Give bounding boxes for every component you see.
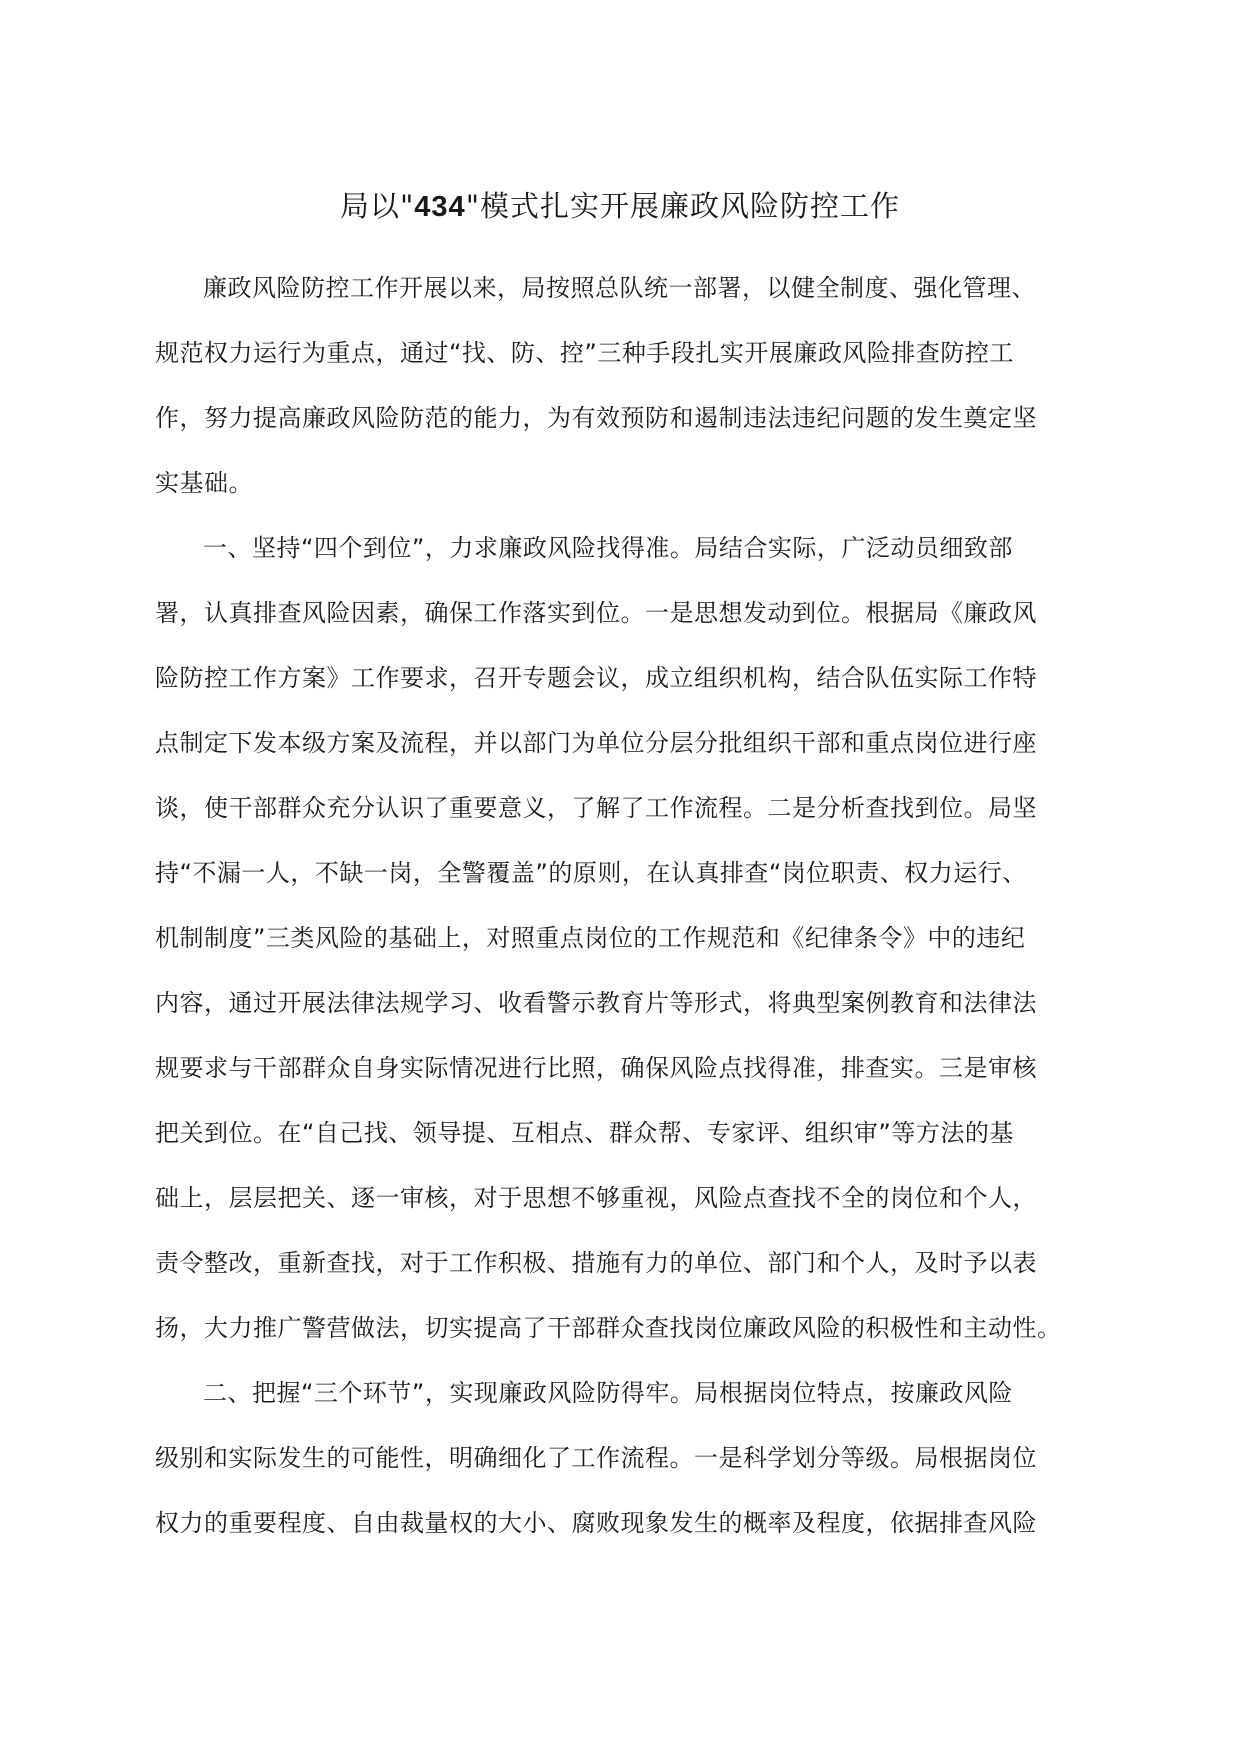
text-line: 扬，大力推广警营做法，切实提高了干部群众查找岗位廉政风险的积极性和主动性。	[155, 1314, 1062, 1342]
text-line: 持“不漏一人，不缺一岗，全警覆盖”的原则，在认真排查“岗位职责、权力运行、	[155, 859, 1027, 887]
text-line: 内容，通过开展法律法规学习、收看警示教育片等形式，将典型案例教育和法律法	[155, 989, 1037, 1017]
text-line: 把关到位。在“自己找、领导提、互相点、群众帮、专家评、组织审”等方法的基	[155, 1119, 1014, 1147]
title-prefix: 局以"	[339, 189, 415, 223]
paragraph-section-1	[155, 516, 1085, 1361]
text-line: 署，认真排查风险因素，确保工作落实到位。一是思想发动到位。根据局《廉政风	[155, 599, 1037, 627]
text-line: 点制定下发本级方案及流程，并以部门为单位分层分批组织干部和重点岗位进行座	[155, 729, 1037, 757]
text-line: 规要求与干部群众自身实际情况进行比照，确保风险点找得准，排查实。三是审核	[155, 1054, 1037, 1082]
text-line: 谈，使干部群众充分认识了重要意义，了解了工作流程。二是分析查找到位。局坚	[155, 794, 1037, 822]
document-title	[155, 186, 1085, 227]
document-body	[155, 256, 1085, 1556]
text-line: 级别和实际发生的可能性，明确细化了工作流程。一是科学划分等级。局根据岗位	[155, 1444, 1037, 1472]
text-line: 一、坚持“四个到位”，力求廉政风险找得准。局结合实际，广泛动员细致部	[203, 534, 1013, 562]
text-line: 机制制度”三类风险的基础上，对照重点岗位的工作规范和《纪律条令》中的违纪	[155, 924, 1026, 952]
text-line: 规范权力运行为重点，通过“找、防、控”三种手段扎实开展廉政风险排查防控工	[155, 339, 1014, 367]
text-line: 实基础。	[155, 469, 253, 497]
text-line: 二、把握“三个环节”，实现廉政风险防得牢。局根据岗位特点，按廉政风险	[203, 1379, 1013, 1407]
paragraph-section-2	[155, 1361, 1085, 1556]
text-line: 权力的重要程度、自由裁量权的大小、腐败现象发生的概率及程度，依据排查风险	[155, 1509, 1037, 1537]
text-line: 廉政风险防控工作开展以来，局按照总队统一部署，以健全制度、强化管理、	[203, 274, 1036, 302]
text-line: 险防控工作方案》工作要求，召开专题会议，成立组织机构，结合队伍实际工作特	[155, 664, 1037, 692]
text-line: 责令整改，重新查找，对于工作积极、措施有力的单位、部门和个人，及时予以表	[155, 1249, 1037, 1277]
title-number: 434	[414, 191, 466, 223]
title-suffix: "模式扎实开展廉政风险防控工作	[465, 189, 901, 223]
paragraph-intro	[155, 256, 1085, 516]
text-line: 础上，层层把关、逐一审核，对于思想不够重视，风险点查找不全的岗位和个人，	[155, 1184, 1037, 1212]
text-line: 作，努力提高廉政风险防范的能力，为有效预防和遏制违法违纪问题的发生奠定坚	[155, 404, 1037, 432]
